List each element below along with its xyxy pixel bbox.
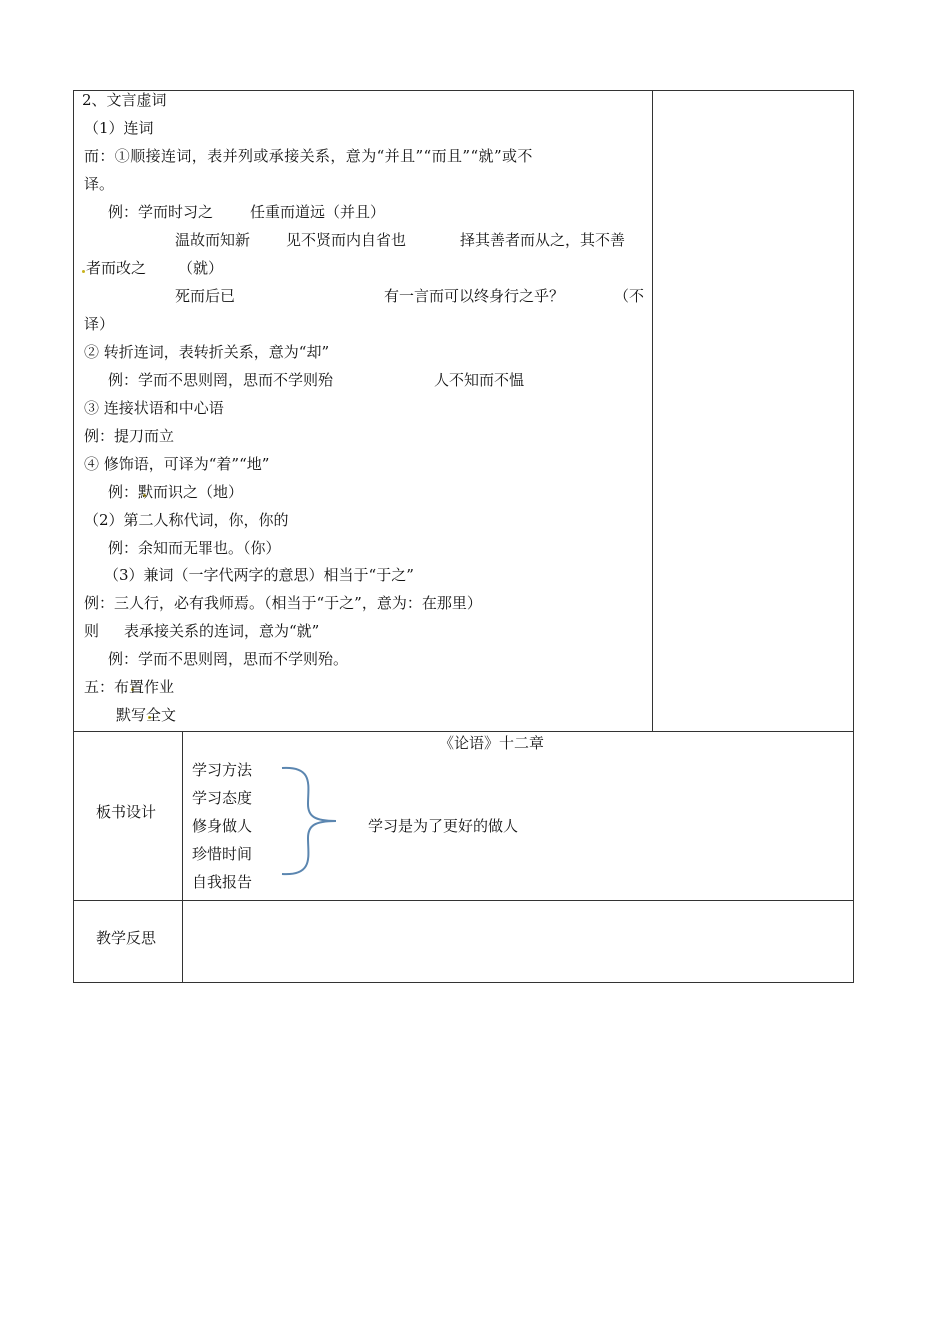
board-summary: 学习是为了更好的做人 (368, 817, 519, 835)
example-line: 有一言而可以终身行之乎？ (384, 287, 565, 305)
example-line: 例：三人行，必有我师焉。（相当于“于之”，意为：在那里） (84, 594, 482, 612)
edit-mark (82, 270, 85, 273)
text-line: 译。 (84, 175, 115, 193)
example-line: 例：余知而无罪也。（你） (108, 539, 281, 557)
example-line: 温故而知新 (175, 231, 251, 249)
example-line: 例：默而识之（地） (108, 483, 244, 501)
homework-heading: 五：布置作业 (84, 678, 175, 696)
example-line: 例：学而不思则罔，思而不学则殆 (108, 371, 334, 389)
example-line: 译） (84, 315, 115, 333)
example-line: 见不贤而内自省也 (286, 231, 407, 249)
board-item: 珍惜时间 (192, 845, 253, 863)
subsection-heading: （3）兼词（一字代两字的意思）相当于“于之” (104, 566, 414, 584)
board-item: 自我报告 (192, 873, 253, 891)
text-line: ② 转折连词，表转折关系，意为“却” (84, 343, 330, 361)
brace-shape (278, 764, 342, 878)
example-line: 例：学而时习之 (108, 203, 214, 221)
text-line: 表承接关系的连词，意为“就” (124, 622, 320, 640)
example-line: 任重而道远（并且） (250, 203, 386, 221)
example-line: 例：提刀而立 (84, 427, 175, 445)
board-design-label: 板书设计 (96, 803, 157, 821)
example-line: 死而后已 (175, 287, 236, 305)
example-line: 者而改之 (86, 259, 147, 277)
teaching-reflection-label: 教学反思 (96, 929, 157, 947)
teaching-reflection-content (183, 901, 853, 982)
board-item: 修身做人 (192, 817, 253, 835)
text-line: ③ 连接状语和中心语 (84, 399, 224, 417)
section-heading: 2、文言虚词 (82, 91, 167, 109)
board-item: 学习态度 (192, 789, 253, 807)
subsection-heading: （2）第二人称代词，你，你的 (84, 511, 289, 529)
example-line: 人不知而不愠 (434, 371, 525, 389)
homework-item: 默写全文 (116, 706, 177, 724)
text-line: ④ 修饰语，可译为“着”“地” (84, 455, 270, 473)
text-line: 则 (84, 622, 100, 640)
row-divider-board (73, 731, 854, 732)
lesson-table (73, 90, 854, 983)
example-line: （不 (614, 287, 645, 305)
board-title: 《论语》十二章 (439, 734, 545, 752)
text-line: 而：①顺接连词，表并列或承接关系，意为“并且”“而且”“就”或不 (84, 147, 533, 165)
example-line: （就） (178, 259, 224, 277)
board-item: 学习方法 (192, 761, 253, 779)
example-line: 择其善者而从之，其不善 (460, 231, 626, 249)
subsection-heading: （1）连词 (84, 119, 154, 137)
right-column-divider (652, 90, 653, 732)
example-line: 例：学而不思则罔，思而不学则殆。 (108, 650, 349, 668)
